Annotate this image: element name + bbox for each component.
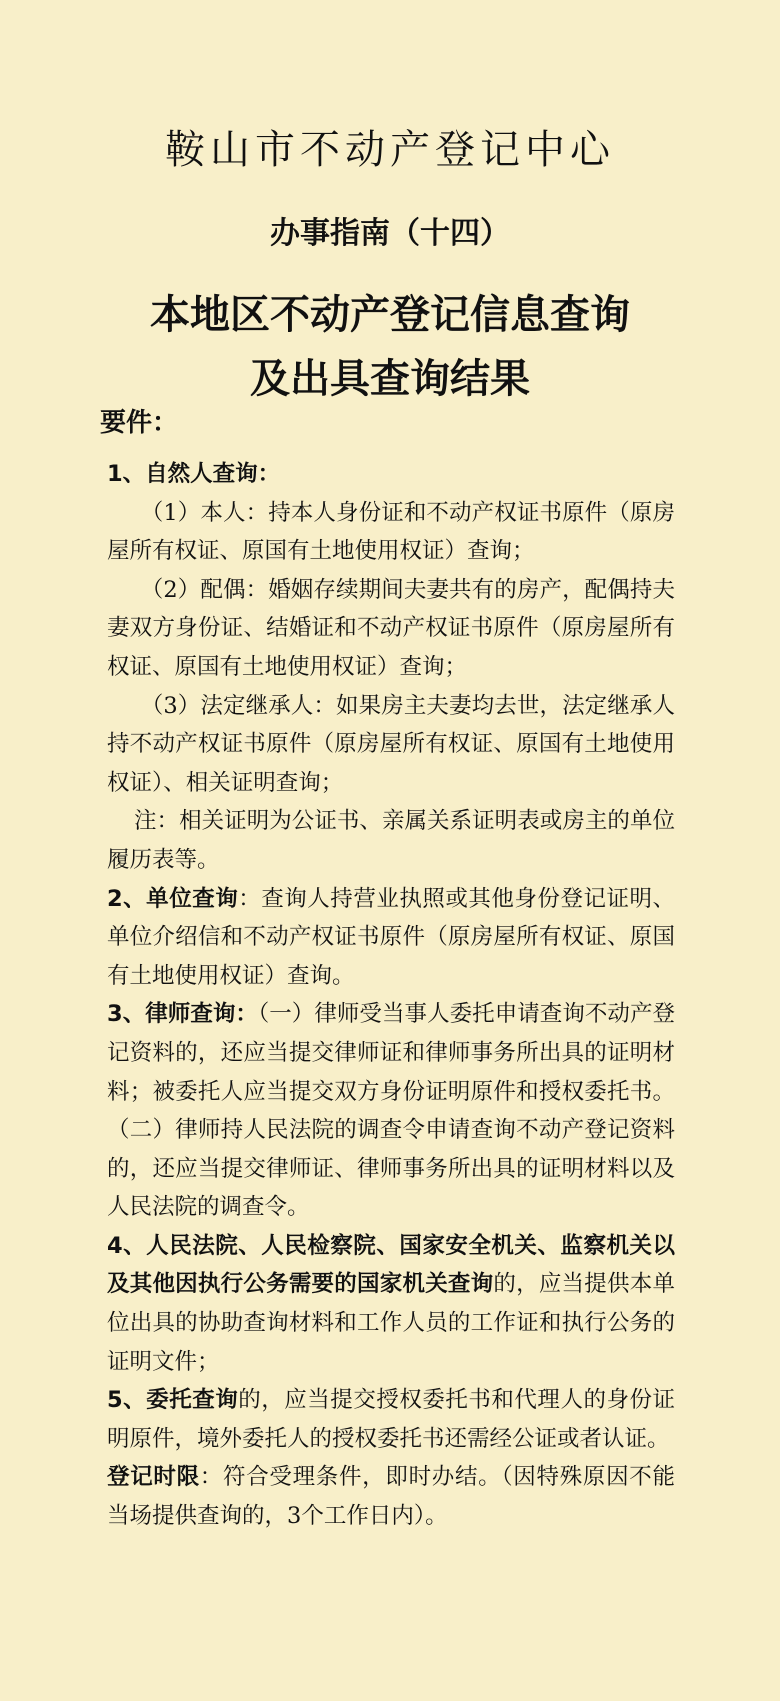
section-2 xyxy=(107,880,675,996)
section-2-text: ：查询人持营业执照或其他身份登记证明、单位介绍信和不动产权证书原件（原房屋所有权证、原国有土地使用权证）查询。 xyxy=(107,885,675,989)
section-1-item-3: （3）法定继承人：如果房主夫妻均去世，法定继承人持不动产权证书原件（原房屋所有权证、原国有土地使用权证）、相关证明查询； xyxy=(107,692,675,796)
time-limit-heading: 登记时限 xyxy=(107,1464,200,1491)
section-5-heading: 5、委托查询 xyxy=(107,1387,239,1414)
time-limit-text: ：符合受理条件，即时办结。（因特殊原因不能当场提供查询的，3个工作日内）。 xyxy=(107,1464,675,1530)
requirements-body xyxy=(107,455,675,1536)
section-1-item-2: （2）配偶：婚姻存续期间夫妻共有的房产，配偶持夫妻双方身份证、结婚证和不动产权证书原件（原房屋所有权证、原国有土地使用权证）查询； xyxy=(107,576,675,680)
section-5 xyxy=(107,1381,675,1458)
section-3 xyxy=(107,995,675,1227)
org-title: 鞍山市不动产登记中心 xyxy=(165,127,615,173)
section-4 xyxy=(107,1227,675,1381)
page-title xyxy=(0,283,780,411)
section-1-item-1: （1）本人：持本人身份证和不动产权证书原件（原房屋所有权证、原国有土地使用权证）查询； xyxy=(107,499,675,565)
section-1-note: 注：相关证明为公证书、亲属关系证明表或房主的单位履历表等。 xyxy=(107,808,675,873)
section-4-text: 的，应当提供本单位出具的协助查询材料和工作人员的工作证和执行公务的证明文件； xyxy=(107,1271,675,1375)
section-4-heading: 4、人民法院、人民检察院、国家安全机关、监察机关以及其他因执行公务需要的国家机关查询 xyxy=(107,1232,675,1298)
section-5-text: 的，应当提交授权委托书和代理人的身份证明原件，境外委托人的授权委托书还需经公证或者认证。 xyxy=(107,1387,675,1452)
section-1-heading: 1、自然人查询： xyxy=(107,461,281,487)
page-title-line1: 本地区不动产登记信息查询 xyxy=(150,292,630,338)
guide-subtitle: 办事指南（十四） xyxy=(270,216,510,251)
section-2-heading: 2、单位查询 xyxy=(107,885,239,912)
time-limit xyxy=(107,1458,675,1535)
section-3-text: （一）律师受当事人委托申请查询不动产登记资料的，还应当提交律师证和律师事务所出具的证明材料；被委托人应当提交双方身份证明原件和授权委托书。（二）律师持人民法院的调查令申请查询不动产登记资料的，还应当提交律师证、律师事务所出具的证明材料以及人民法院的调查令。 xyxy=(107,1001,675,1221)
page-title-line2: 及出具查询结果 xyxy=(250,356,530,402)
requirements-heading: 要件： xyxy=(100,408,179,438)
section-3-heading: 3、律师查询： xyxy=(107,1001,258,1028)
